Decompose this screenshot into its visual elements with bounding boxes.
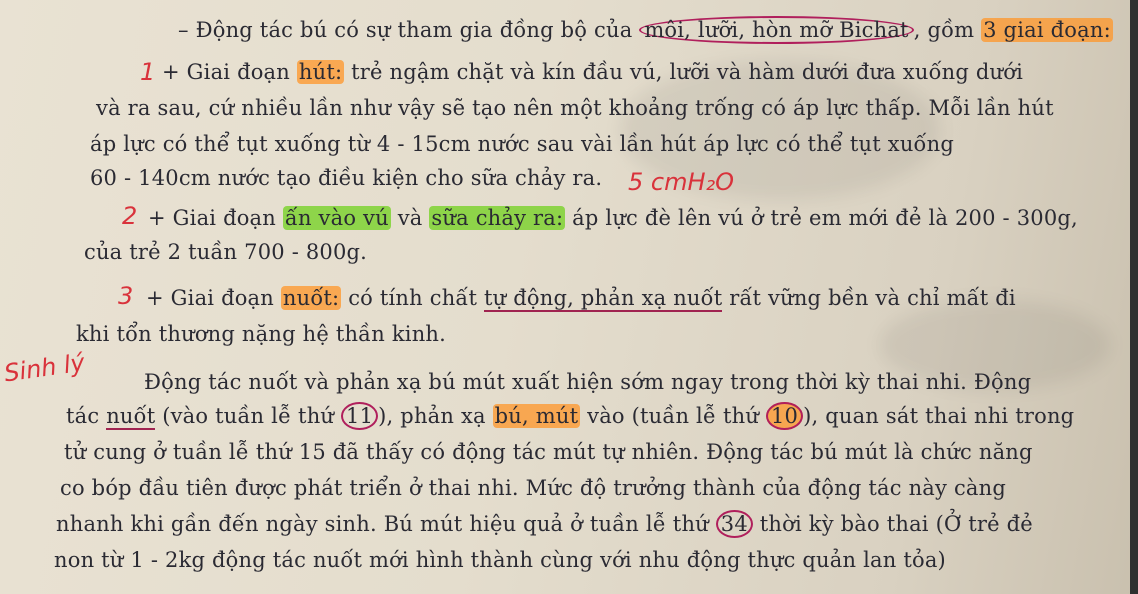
annotation-number-1: 1 xyxy=(140,58,156,86)
line-p2-6: non từ 1 - 2kg động tác nuốt mới hình thành cùng với nhu động thực quản lan tỏa) xyxy=(54,548,946,572)
line-intro: – Động tác bú có sự tham gia đồng bộ của môi, lưỡi, hòn mỡ Bichat , gồm 3 giai đoạn: xyxy=(178,18,1111,42)
circled-phrase: môi, lưỡi, hòn mỡ Bichat xyxy=(639,16,913,44)
annotation-number-3: 3 xyxy=(118,282,134,310)
line-p2-3: tử cung ở tuần lễ thứ 15 đã thấy có động tác mút tự nhiên. Động tác bú mút là chức năng xyxy=(64,440,1033,464)
underlined-nuot: nuốt xyxy=(106,404,156,428)
line-p2-4: co bóp đầu tiên được phát triển ở thai nhi. Mức độ trưởng thành của động tác này càng xyxy=(60,476,1007,500)
line-stage-suck: + Giai đoạn hút: trẻ ngậm chặt và kín đầu vú, lưỡi và hàm dưới đưa xuống dưới xyxy=(162,60,1023,84)
line-p2-1: Động tác nuốt và phản xạ bú mút xuất hiện sớm ngay trong thời kỳ thai nhi. Động xyxy=(144,370,1032,394)
line-p2-2: tác nuốt (vào tuần lễ thứ 11 ), phản xạ bú, mút vào (tuần lễ thứ 10 ), quan sát thai nhi trong xyxy=(66,404,1075,428)
circled-week-34: 34 xyxy=(716,510,753,538)
line-p1-4: áp lực có thể tụt xuống từ 4 - 15cm nước sau vài lần hút áp lực có thể tụt xuống xyxy=(90,132,954,156)
circled-week-10: 10 xyxy=(766,402,803,430)
highlight-milk-flow: sữa chảy ra: xyxy=(431,206,564,230)
line-p1-7: của trẻ 2 tuần 700 - 800g. xyxy=(84,240,368,264)
line-stage-swallow: + Giai đoạn nuốt: có tính chất tự động, phản xạ nuốt rất vững bền và chỉ mất đi xyxy=(146,286,1016,310)
line-p1-9: khi tổn thương nặng hệ thần kinh. xyxy=(76,322,447,346)
annotation-cmh2o: 5 cmH₂O xyxy=(628,168,735,196)
line-p1-3: và ra sau, cứ nhiều lần như vậy sẽ tạo nên một khoảng trống có áp lực thấp. Mỗi lần hút xyxy=(96,96,1054,120)
highlight-press-breast: ấn vào vú xyxy=(284,206,389,230)
underlined-phrase: tự động, phản xạ nuốt xyxy=(484,286,723,310)
page-edge xyxy=(1130,0,1138,594)
highlight-nuot: nuốt: xyxy=(282,286,340,310)
highlight-3-stages: 3 giai đoạn: xyxy=(983,18,1111,42)
line-p2-5: nhanh khi gần đến ngày sinh. Bú mút hiệu quả ở tuần lễ thứ 34 thời kỳ bào thai (Ở trẻ đẻ xyxy=(56,512,1033,536)
highlight-hut: hút: xyxy=(298,60,343,84)
circled-week-11: 11 xyxy=(341,402,378,430)
highlight-bu-mut: bú, mút xyxy=(494,404,579,428)
annotation-number-2: 2 xyxy=(122,202,138,230)
annotation-margin-note: Sinh lý xyxy=(2,348,87,388)
line-stage-press: + Giai đoạn ấn vào vú và sữa chảy ra: áp lực đè lên vú ở trẻ em mới đẻ là 200 - 300g, xyxy=(148,206,1078,230)
line-p1-5: 60 - 140cm nước tạo điều kiện cho sữa chảy ra. xyxy=(90,166,603,190)
